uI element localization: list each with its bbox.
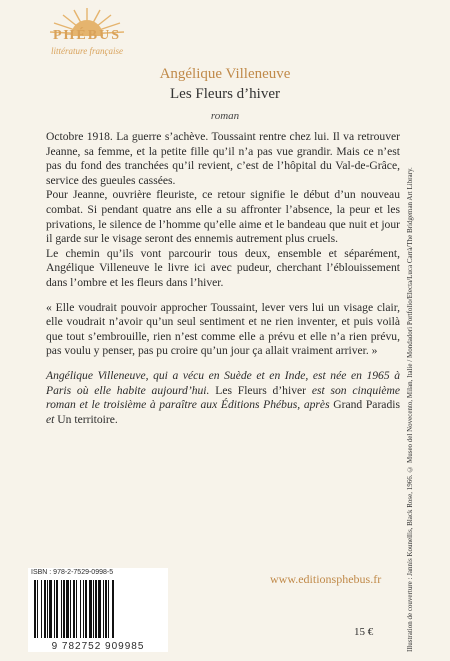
isbn-barcode-box [28, 568, 168, 652]
book-title: Les Fleurs d’hiver [170, 86, 280, 102]
bio-part-5: et [46, 412, 55, 426]
blurb-paragraph-3: Le chemin qu’ils vont parcourir tous deux, ensemble et séparément, Angélique Villeneuve le livre ici avec pudeur, cherchant l’éblouissement dans l’ombre et les fleurs dans l’hiver. [46, 246, 400, 289]
publisher-website[interactable]: www.editionsphebus.fr [270, 572, 382, 586]
bio-part-3: est son cinquième roman et le troisième à paraître aux Éditions Phébus, après [46, 383, 401, 412]
publisher-name: PHÉBUS [52, 28, 121, 43]
isbn-digits: 9 782752 909985 [51, 641, 145, 652]
bio-part-4: Grand Paradis [333, 398, 400, 412]
blurb-quote: « Elle voudrait pouvoir approcher Toussaint, lever vers lui un visage clair, elle voudrait n’avoir qu’un seul sentiment et ne rien inventer, et puis voilà que tout s’embrouille, rien n’est comme elle a prévu et elle n’a rien prévu, pas voulu y penser, pas pu croire qu’un jour ça allait vraiment arriver. » [46, 300, 400, 358]
blurb-paragraph-2: Pour Jeanne, ouvrière fleuriste, ce retour signifie le début d’un nouveau combat. Si pendant quatre ans elle a su affronter l’absence, la peur et les privations, le silence de l’homme qu’elle aime et le bandeau que nuit et jour il garde sur le visage seront des ennemis autrement plus cruels. [46, 188, 400, 246]
book-genre: roman [210, 110, 240, 122]
bio-part-1: Angélique Villeneuve, qui a vécu en Suède et en Inde, est née en 1965 à Paris où elle habite aujourd’hui. [46, 368, 400, 397]
publisher-logo [44, 6, 130, 64]
bio-part-6: Un territoire. [57, 412, 118, 426]
publisher-subtitle: littérature française [51, 46, 123, 56]
bio-part-2: Les Fleurs d’hiver [215, 383, 307, 397]
barcode-icon [32, 580, 164, 638]
credits-text: Illustration de couverture : Jannis Kounellis, Black Rose, 1966. © Museo del Novecento, Milan, Italie / Mondadori Portfolio/Electa/Luca Carrà/The Bridgeman Art Library. [406, 167, 414, 652]
isbn-label: ISBN : 978-2-7529-0998-5 [31, 569, 114, 576]
book-author: Angélique Villeneuve [159, 66, 291, 82]
book-price: 15 € [354, 626, 374, 638]
blurb-paragraph-1: Octobre 1918. La guerre s’achève. Toussaint rentre chez lui. Il va retrouver Jeanne, sa femme, et la petite fille qu’il n’a pas vue grandir. Mais ce n’est pas du fond des tranchées qu’il revient, c’est de l’hôpital du Val-de-Grâce, service des gueules cassées. [46, 130, 400, 187]
author-bio [46, 369, 400, 427]
illustration-credits [404, 72, 418, 652]
back-cover-text [46, 130, 400, 427]
